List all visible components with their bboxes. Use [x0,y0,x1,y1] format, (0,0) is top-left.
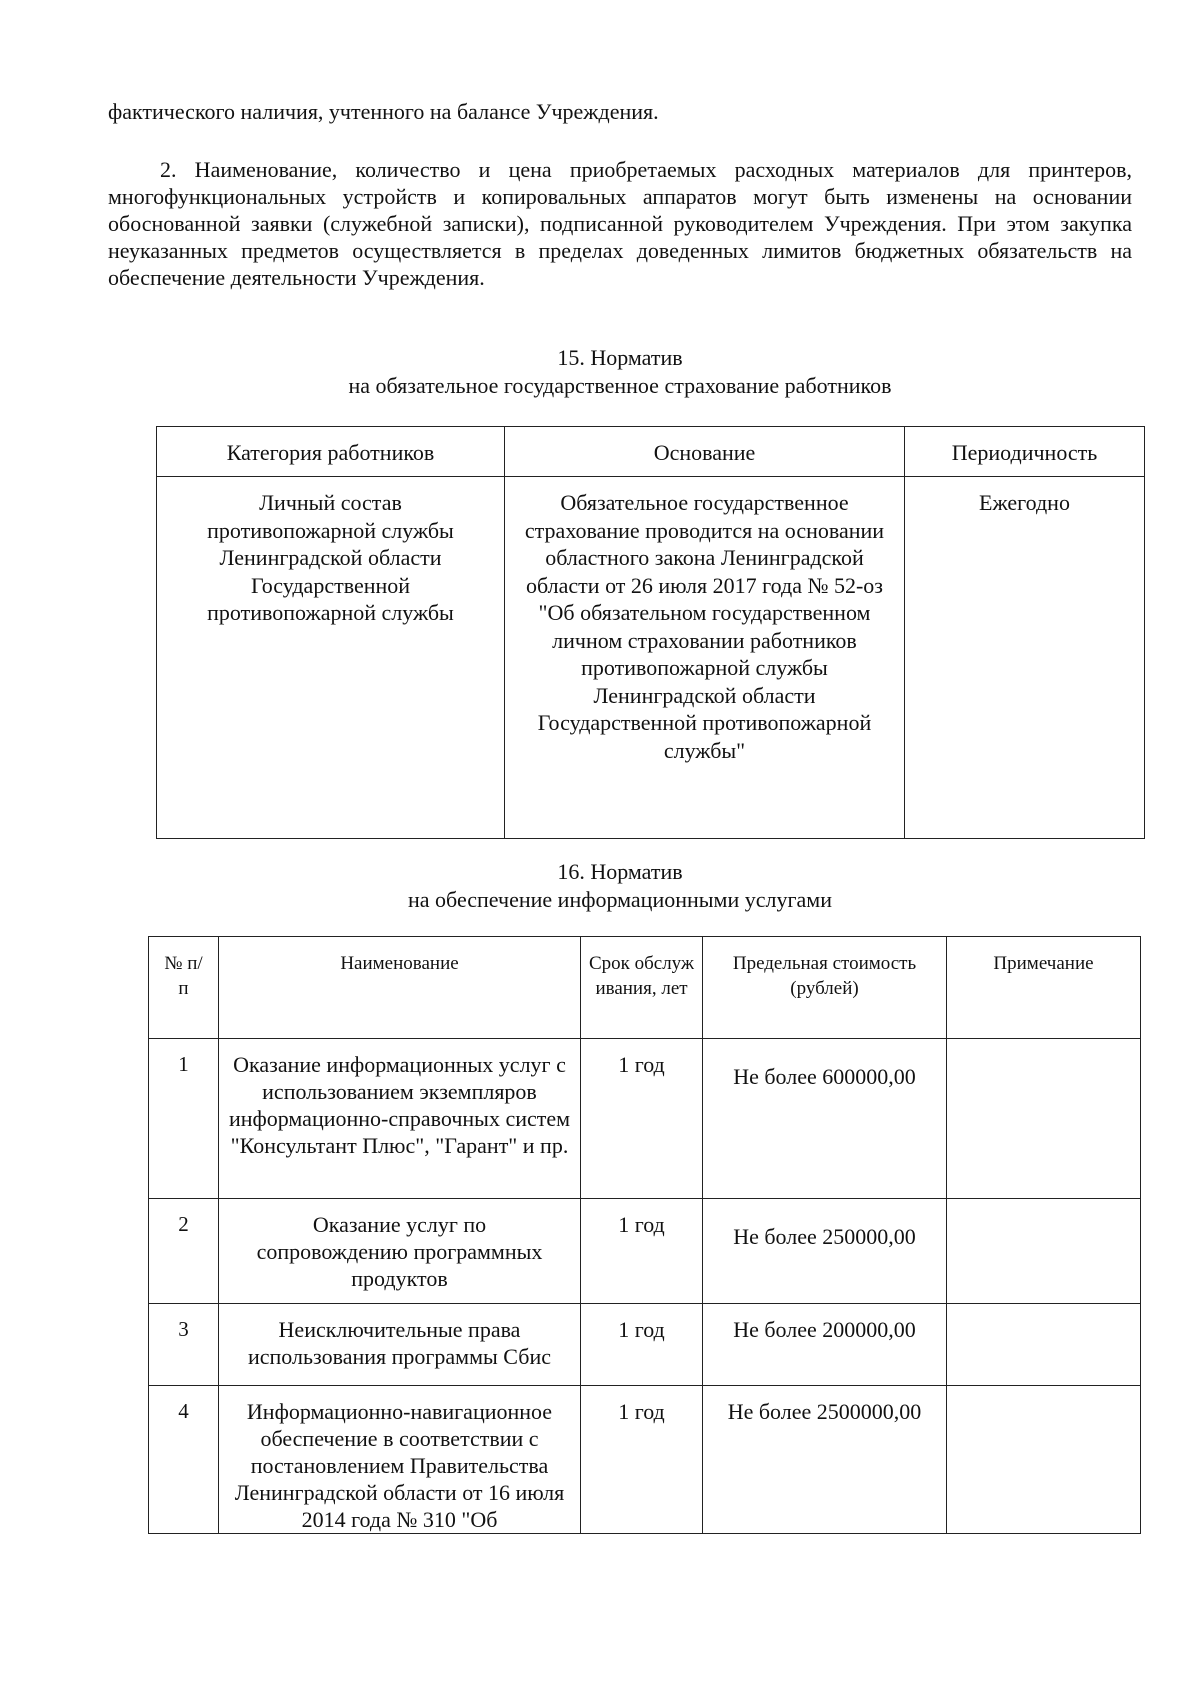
cell-term: 1 год [581,1039,703,1199]
cell-basis: Обязательное государственное страхование проводится на основании областного закона Ленинградской области от 26 июля 2017 года № 52-оз "Об обязательном государственном личном страховании работников противопожарной службы Ленинградской области Государственной противопожарной службы" [505,477,905,839]
cell-note [947,1304,1141,1386]
table-row [149,1386,1141,1534]
paragraph-2: 2. Наименование, количество и цена приобретаемых расходных материалов для принтеров, многофункциональных устройств и копировальных аппаратов могут быть изменены на основании обоснованной заявки (служебной записки), подписанной руководителем Учреждения. При этом закупка неуказанных предметов осуществляется в пределах доведенных лимитов бюджетных обязательств на обеспечение деятельности Учреждения. [108,157,1132,290]
info-services-table [148,936,1141,1534]
paragraph-continuation: фактического наличия, учтенного на балансе Учреждения. [108,99,659,124]
section-16-title: 16. Норматив [557,859,683,884]
cell-price: Не более 2500000,00 [703,1386,947,1534]
cell-name: Информационно-навигационное обеспечение в соответствии с постановлением Правительства Ленинградской области от 16 июля 2014 года № 310 "Об [219,1386,581,1534]
cell-price: Не более 600000,00 [703,1039,947,1199]
cell-term: 1 год [581,1199,703,1304]
cell-num: 4 [149,1386,219,1534]
cell-periodicity: Ежегодно [905,477,1145,839]
table-header-row [149,937,1141,1039]
cell-price: Не более 200000,00 [703,1304,947,1386]
cell-name: Оказание информационных услуг с использованием экземпляров информационно-справочных систем "Консультант Плюс", "Гарант" и пр. [219,1039,581,1199]
table-header-row [157,427,1145,477]
header-price: Предельная стоимость (рублей) [703,937,947,1039]
section-15-subtitle: на обязательное государственное страхование работников [348,373,892,398]
header-category: Категория работников [157,427,505,477]
header-num: № п/п [149,937,219,1039]
section-15-caption [108,344,1132,400]
table-row [149,1199,1141,1304]
section-15-title: 15. Норматив [557,345,683,370]
cell-term: 1 год [581,1386,703,1534]
cell-num: 3 [149,1304,219,1386]
cell-term: 1 год [581,1304,703,1386]
section-16-subtitle: на обеспечение информационными услугами [408,887,832,912]
header-term: Срок обслуживания, лет [581,937,703,1039]
header-note: Примечание [947,937,1141,1039]
cell-category: Личный состав противопожарной службы Ленинградской области Государственной противопожарной службы [157,477,505,839]
cell-price: Не более 250000,00 [703,1199,947,1304]
header-periodicity: Периодичность [905,427,1145,477]
cell-note [947,1386,1141,1534]
cell-num: 2 [149,1199,219,1304]
table-row [157,477,1145,839]
table-row [149,1304,1141,1386]
cell-note [947,1039,1141,1199]
cell-name: Неисключительные права использования программы Сбис [219,1304,581,1386]
cell-note [947,1199,1141,1304]
header-name: Наименование [219,937,581,1039]
insurance-table [156,426,1145,839]
table-row [149,1039,1141,1199]
header-basis: Основание [505,427,905,477]
cell-num: 1 [149,1039,219,1199]
section-16-caption [108,858,1132,914]
cell-name: Оказание услуг по сопровождению программных продуктов [219,1199,581,1304]
